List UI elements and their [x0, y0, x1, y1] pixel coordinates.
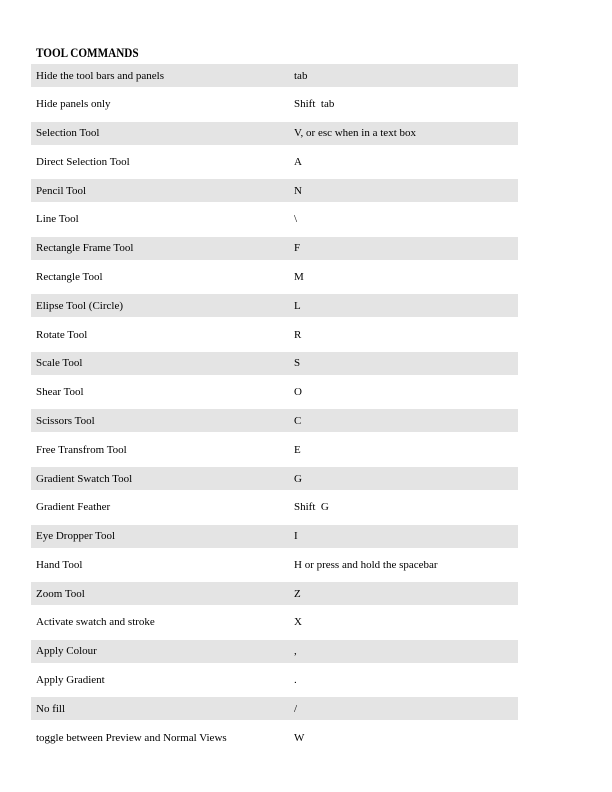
command-name: Activate swatch and stroke: [36, 616, 155, 629]
page-title: TOOL COMMANDS: [36, 45, 139, 60]
command-name: Gradient Swatch Tool: [36, 472, 133, 485]
command-name: No fill: [36, 702, 66, 715]
table-row: [31, 205, 518, 234]
table-row: [31, 378, 518, 407]
command-name: toggle between Preview and Normal Views: [36, 731, 227, 744]
shortcut-key: /: [294, 702, 298, 715]
shortcut-key: ,: [294, 645, 297, 658]
shortcut-key: S: [294, 357, 301, 370]
command-name: Zoom Tool: [36, 587, 85, 600]
command-name: Free Transfrom Tool: [36, 443, 127, 456]
table-row: [31, 294, 518, 317]
command-name: Gradient Feather: [36, 501, 111, 514]
table-row: [31, 435, 518, 464]
table-row: [31, 640, 518, 663]
command-name: Eye Dropper Tool: [36, 530, 116, 543]
table-row: [31, 666, 518, 695]
table-row: [31, 179, 518, 202]
shortcut-key: Z: [294, 587, 301, 600]
command-name: Apply Gradient: [36, 674, 105, 687]
shortcut-key: Shift tab: [294, 98, 335, 111]
shortcut-key: I: [294, 530, 298, 543]
command-name: Pencil Tool: [36, 184, 87, 197]
shortcut-key: tab: [294, 69, 308, 82]
command-name: Selection Tool: [36, 127, 100, 140]
table-row: [31, 90, 518, 119]
shortcut-key: V, or esc when in a text box: [294, 127, 416, 140]
table-row: [31, 582, 518, 605]
command-name: Scale Tool: [36, 357, 83, 370]
shortcut-key: H or press and hold the spacebar: [294, 558, 438, 571]
table-row: [31, 122, 518, 145]
command-name: Hide the tool bars and panels: [36, 69, 164, 82]
table-row: [31, 352, 518, 375]
table-row: [31, 237, 518, 260]
shortcut-key: E: [294, 443, 301, 456]
command-name: Rectangle Tool: [36, 271, 103, 284]
shortcut-key: R: [294, 328, 302, 341]
table-row: [31, 64, 518, 87]
shortcut-key: .: [294, 674, 297, 687]
table-row: [31, 409, 518, 432]
table-row: [31, 147, 518, 176]
shortcut-key: G: [294, 472, 302, 485]
tool-commands-table: [31, 64, 518, 752]
table-row: [31, 320, 518, 349]
shortcut-key: C: [294, 414, 302, 427]
table-row: [31, 608, 518, 637]
table-row: [31, 467, 518, 490]
command-name: Hide panels only: [36, 98, 111, 111]
shortcut-key: M: [294, 271, 304, 284]
command-name: Elipse Tool (Circle): [36, 299, 124, 312]
table-row: [31, 263, 518, 292]
shortcut-key: F: [294, 242, 301, 255]
command-name: Line Tool: [36, 213, 79, 226]
command-name: Shear Tool: [36, 386, 84, 399]
command-name: Rectangle Frame Tool: [36, 242, 134, 255]
shortcut-key: W: [294, 731, 305, 744]
command-name: Rotate Tool: [36, 328, 88, 341]
shortcut-key: O: [294, 386, 302, 399]
command-name: Direct Selection Tool: [36, 155, 130, 168]
command-name: Apply Colour: [36, 645, 97, 658]
shortcut-key: X: [294, 616, 302, 629]
table-row: [31, 493, 518, 522]
shortcut-key: \: [294, 213, 298, 226]
table-row: [31, 723, 518, 752]
command-name: Scissors Tool: [36, 414, 95, 427]
shortcut-key: A: [294, 155, 302, 168]
shortcut-key: L: [294, 299, 301, 312]
table-row: [31, 525, 518, 548]
table-row: [31, 551, 518, 580]
shortcut-key: Shift G: [294, 501, 329, 514]
shortcut-key: N: [294, 184, 302, 197]
command-name: Hand Tool: [36, 558, 83, 571]
table-row: [31, 697, 518, 720]
